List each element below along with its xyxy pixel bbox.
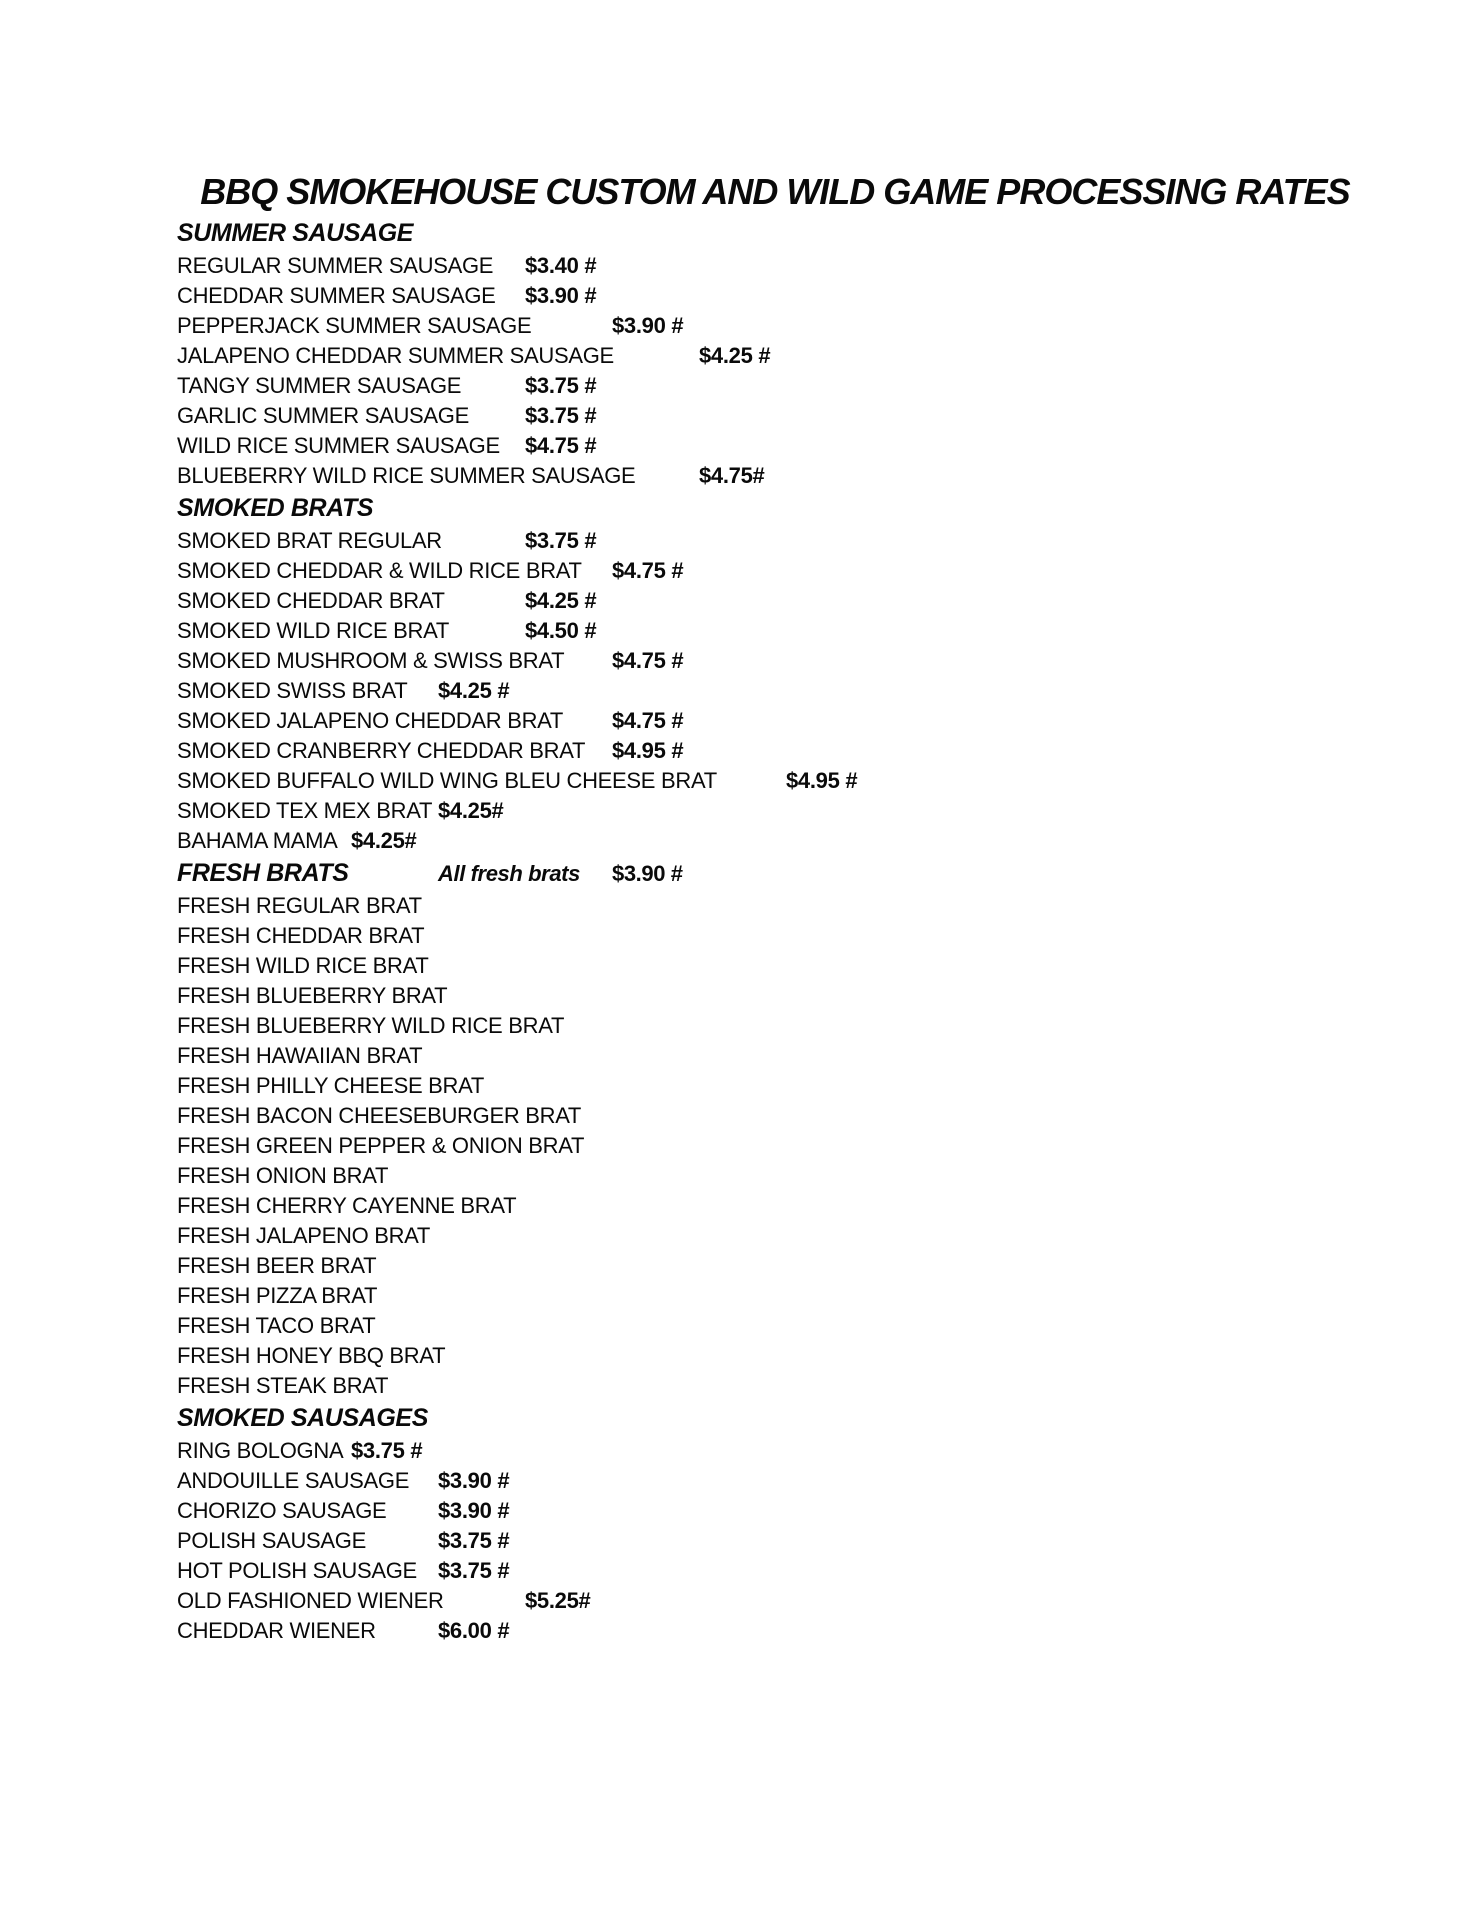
menu-item-row [177,311,1373,341]
menu-item-row [177,1496,1373,1526]
item-price: $4.95 # [612,738,684,763]
menu-item-row [177,921,1373,951]
menu-item-row [177,526,1373,556]
item-name: SMOKED BUFFALO WILD WING BLEU CHEESE BRAT [177,768,717,793]
item-price: $4.25 # [438,678,510,703]
item-name: FRESH HONEY BBQ BRAT [177,1343,446,1368]
item-name: FRESH REGULAR BRAT [177,893,422,918]
menu-item-row [177,1586,1373,1616]
menu-item-row [177,616,1373,646]
menu-item-row [177,1131,1373,1161]
item-name: FRESH HAWAIIAN BRAT [177,1043,423,1068]
menu-item-row [177,371,1373,401]
menu-item-row [177,706,1373,736]
item-name: HOT POLISH SAUSAGE [177,1558,417,1583]
menu-item-row [177,431,1373,461]
item-name: FRESH JALAPENO BRAT [177,1223,431,1248]
item-name: FRESH GREEN PEPPER & ONION BRAT [177,1133,585,1158]
menu-item-row [177,1466,1373,1496]
item-price: $4.75 # [612,708,684,733]
item-price: $4.75# [699,463,765,488]
item-price: $3.90 # [525,283,597,308]
item-name: RING BOLOGNA [177,1438,344,1463]
section-items [177,526,1373,856]
menu-item-row [177,796,1373,826]
item-name: SMOKED CHEDDAR BRAT [177,588,445,613]
menu-item-row [177,1251,1373,1281]
menu-item-row [177,281,1373,311]
sections-container [177,216,1373,1646]
menu-item-row [177,736,1373,766]
item-name: BLUEBERRY WILD RICE SUMMER SAUSAGE [177,463,636,488]
item-price: $3.90 # [438,1468,510,1493]
menu-item-row [177,461,1373,491]
item-name: TANGY SUMMER SAUSAGE [177,373,462,398]
menu-item-row [177,826,1373,856]
menu-item-row [177,1161,1373,1191]
menu-item-row [177,556,1373,586]
item-price: $6.00 # [438,1618,510,1643]
item-price: $3.75 # [525,373,597,398]
item-name: FRESH BLUEBERRY BRAT [177,983,448,1008]
item-price: $3.75 # [525,528,597,553]
menu-item-row [177,1526,1373,1556]
item-price: $4.25# [438,798,504,823]
item-price: $3.75 # [438,1528,510,1553]
item-name: FRESH STEAK BRAT [177,1373,389,1398]
menu-item-row [177,646,1373,676]
item-name: SMOKED MUSHROOM & SWISS BRAT [177,648,565,673]
section-note: All fresh brats [438,861,580,886]
item-name: SMOKED SWISS BRAT [177,678,408,703]
section-items [177,891,1373,1401]
menu-item-row [177,1041,1373,1071]
item-name: BAHAMA MAMA [177,828,338,853]
menu-item-row [177,1556,1373,1586]
item-price: $4.50 # [525,618,597,643]
menu-section [177,1401,1373,1646]
item-name: CHORIZO SAUSAGE [177,1498,387,1523]
page-title: BBQ SMOKEHOUSE CUSTOM AND WILD GAME PROCESSING RATES [200,171,1350,212]
item-price: $4.75 # [525,433,597,458]
menu-item-row [177,341,1373,371]
section-heading-line [177,1401,1373,1436]
item-name: FRESH ONION BRAT [177,1163,389,1188]
item-name: CHEDDAR SUMMER SAUSAGE [177,283,496,308]
item-name: FRESH CHERRY CAYENNE BRAT [177,1193,517,1218]
item-name: REGULAR SUMMER SAUSAGE [177,253,494,278]
menu-item-row [177,1221,1373,1251]
menu-item-row [177,1071,1373,1101]
item-name: SMOKED CHEDDAR & WILD RICE BRAT [177,558,582,583]
section-items [177,251,1373,491]
item-name: SMOKED WILD RICE BRAT [177,618,449,643]
menu-item-row [177,981,1373,1011]
menu-section [177,216,1373,491]
menu-item-row [177,676,1373,706]
item-name: SMOKED BRAT REGULAR [177,528,442,553]
item-price: $3.75 # [525,403,597,428]
menu-item-row [177,951,1373,981]
menu-item-row [177,891,1373,921]
menu-item-row [177,1191,1373,1221]
menu-item-row [177,251,1373,281]
item-name: FRESH WILD RICE BRAT [177,953,429,978]
item-price: $3.75 # [438,1558,510,1583]
section-heading: SMOKED SAUSAGES [177,1404,428,1432]
item-name: ANDOUILLE SAUSAGE [177,1468,410,1493]
item-name: FRESH CHEDDAR BRAT [177,923,425,948]
section-heading: SUMMER SAUSAGE [177,219,414,247]
item-name: OLD FASHIONED WIENER [177,1588,444,1613]
section-heading: SMOKED BRATS [177,494,374,522]
item-name: FRESH TACO BRAT [177,1313,376,1338]
item-name: FRESH BLUEBERRY WILD RICE BRAT [177,1013,565,1038]
menu-section [177,856,1373,1401]
menu-item-row [177,586,1373,616]
item-price: $4.75 # [612,558,684,583]
menu-section [177,491,1373,856]
price-list-document [177,168,1373,1646]
item-name: SMOKED JALAPENO CHEDDAR BRAT [177,708,564,733]
item-name: POLISH SAUSAGE [177,1528,366,1553]
item-name: FRESH PHILLY CHEESE BRAT [177,1073,484,1098]
item-price: $5.25# [525,1588,591,1613]
item-name: WILD RICE SUMMER SAUSAGE [177,433,500,458]
menu-item-row [177,1616,1373,1646]
item-price: $3.75 # [351,1438,423,1463]
item-name: FRESH PIZZA BRAT [177,1283,378,1308]
menu-item-row [177,1101,1373,1131]
item-price: $3.40 # [525,253,597,278]
item-name: PEPPERJACK SUMMER SAUSAGE [177,313,532,338]
section-heading-line [177,216,1373,251]
menu-item-row [177,1311,1373,1341]
item-name: SMOKED CRANBERRY CHEDDAR BRAT [177,738,586,763]
item-price: $3.90 # [438,1498,510,1523]
section-items [177,1436,1373,1646]
section-heading: FRESH BRATS [177,859,349,887]
item-price: $4.25 # [699,343,771,368]
item-name: FRESH BEER BRAT [177,1253,377,1278]
menu-item-row [177,1371,1373,1401]
item-price: $4.75 # [612,648,684,673]
section-note-price: $3.90 # [612,861,683,886]
section-heading-line [177,856,1373,891]
item-price: $4.25 # [525,588,597,613]
item-name: SMOKED TEX MEX BRAT [177,798,433,823]
item-price: $4.95 # [786,768,858,793]
item-name: GARLIC SUMMER SAUSAGE [177,403,469,428]
section-heading-line [177,491,1373,526]
item-price: $3.90 # [612,313,684,338]
item-name: JALAPENO CHEDDAR SUMMER SAUSAGE [177,343,614,368]
item-name: CHEDDAR WIENER [177,1618,376,1643]
menu-item-row [177,766,1373,796]
menu-item-row [177,401,1373,431]
item-name: FRESH BACON CHEESEBURGER BRAT [177,1103,582,1128]
menu-item-row [177,1436,1373,1466]
menu-item-row [177,1011,1373,1041]
item-price: $4.25# [351,828,417,853]
menu-item-row [177,1281,1373,1311]
menu-item-row [177,1341,1373,1371]
